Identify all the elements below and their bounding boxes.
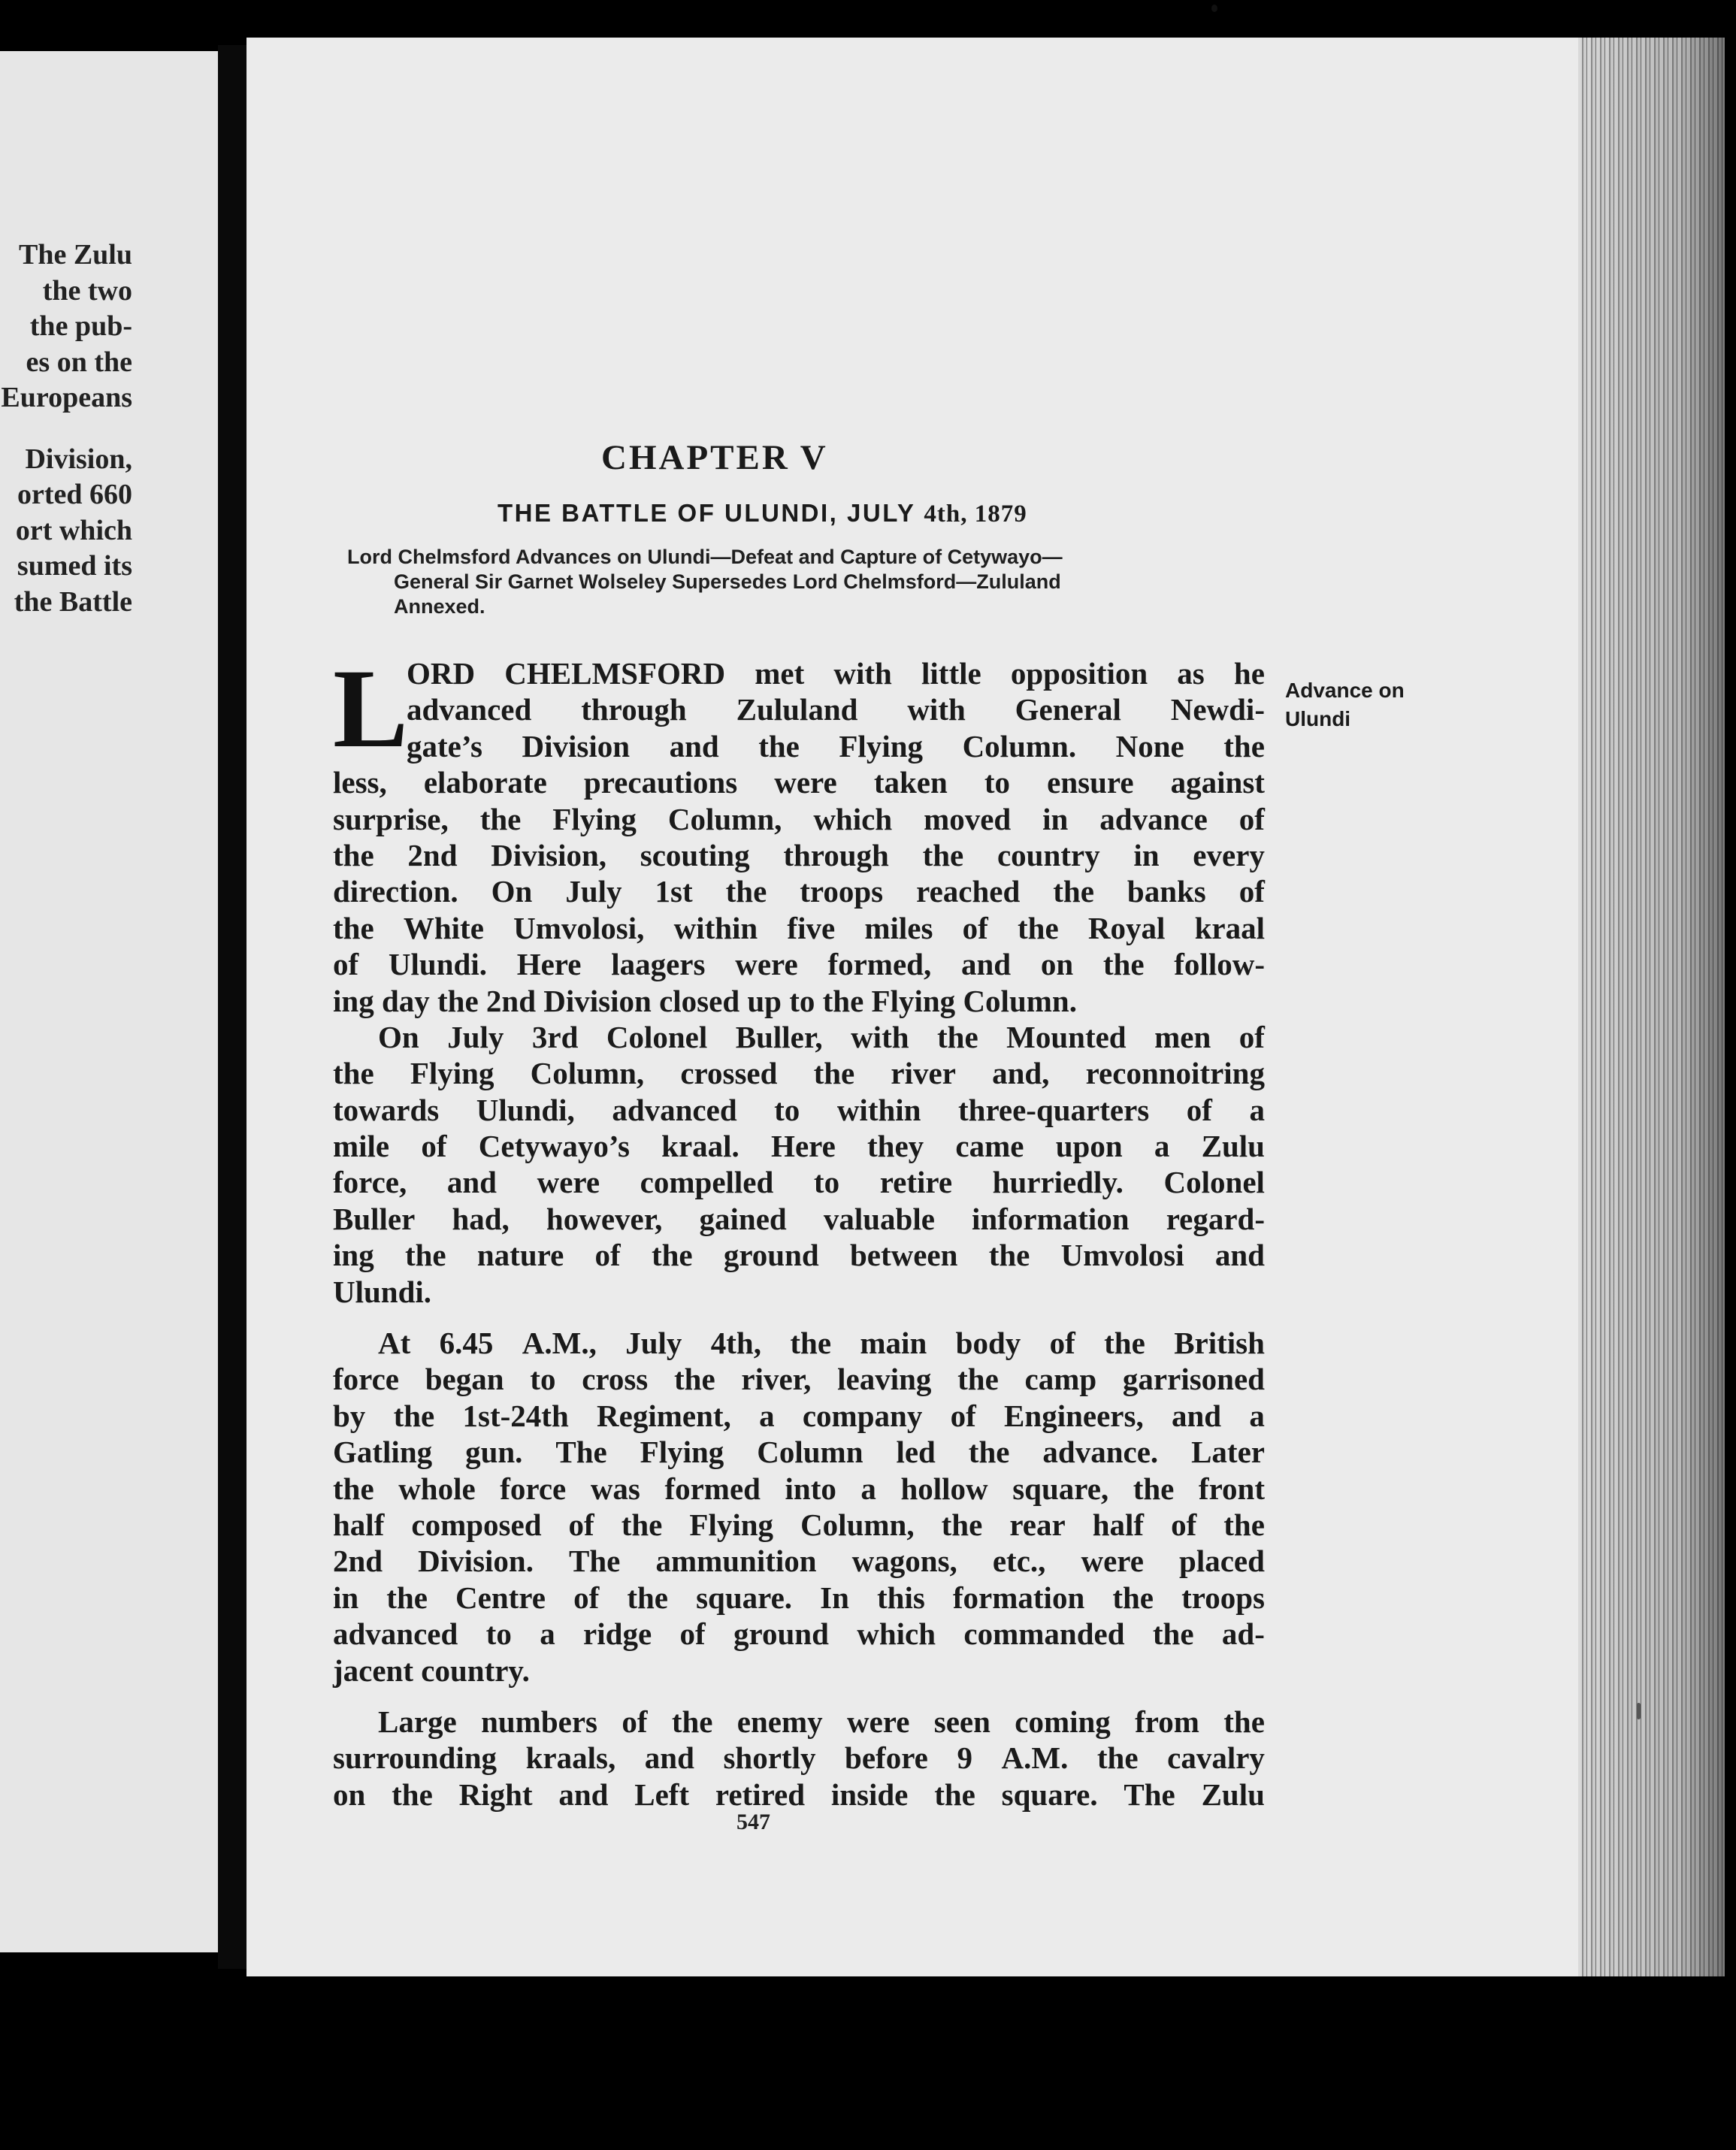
body-line: Ulundi.: [333, 1274, 432, 1309]
body-line: Buller had, however, gained valuable information regard-: [333, 1201, 1265, 1236]
body-line: half composed of the Flying Column, the rear half of the: [333, 1507, 1265, 1542]
body-line: On July 3rd Colonel Buller, with the Mounted men of: [378, 1019, 1265, 1054]
body-line: Gatling gun. The Flying Column led the advance. Later: [333, 1435, 1265, 1470]
chapter-subtitle-date: 4th, 1879: [924, 500, 1027, 528]
body-paragraph: [333, 1325, 1265, 1689]
chapter-title: CHAPTER V: [601, 438, 828, 477]
synopsis-line: Lord Chelmsford Advances on Ulundi—Defeat and Capture of Cetywayo—: [347, 546, 1063, 568]
margin-note-line: Ulundi: [1285, 707, 1351, 730]
body-line: by the 1st-24th Regiment, a company of Engineers, and a: [333, 1398, 1265, 1433]
body-line: mile of Cetywayo’s kraal. Here they came upon a Zulu: [333, 1129, 1265, 1164]
body-line: advanced to a ridge of ground which commanded the ad-: [333, 1616, 1265, 1652]
margin-note-line: Advance on: [1285, 679, 1405, 702]
chapter-synopsis: [347, 545, 1266, 619]
fragment-line: the two: [42, 274, 132, 307]
body-paragraph: [333, 655, 1265, 1019]
body-line: the whole force was formed into a hollow square, the front: [333, 1471, 1265, 1506]
chapter-subtitle: [498, 499, 1027, 528]
print-speck: [1637, 1703, 1641, 1719]
page-edge-shadow: [1578, 38, 1725, 1976]
body-line: ORD CHELMSFORD met with little opposition as he: [407, 656, 1265, 691]
body-line: advanced through Zululand with General Newdi-: [407, 692, 1265, 727]
body-paragraph: [333, 1704, 1265, 1813]
fragment-line: orted 660: [17, 479, 132, 510]
body-line: in the Centre of the square. In this formation the troops: [333, 1580, 1265, 1615]
body-line: force, and were compelled to retire hurriedly. Colonel: [333, 1165, 1265, 1200]
body-line: the 2nd Division, scouting through the country in every: [333, 837, 1265, 872]
body-line: surrounding kraals, and shortly before 9 A.M. the cavalry: [333, 1740, 1265, 1776]
chapter-body: [333, 646, 1265, 1813]
paragraph-gap: [333, 1310, 1265, 1325]
body-line: less, elaborate precautions were taken to ensure against: [333, 765, 1265, 800]
previous-page-text-fragments: [1, 237, 132, 620]
margin-note: [1285, 676, 1405, 733]
fragment-line: the Battle: [14, 585, 132, 618]
fragment-line: sumed its: [17, 550, 132, 582]
body-paragraph: [333, 1019, 1265, 1310]
drop-cap: L: [333, 646, 409, 771]
body-line: jacent country.: [333, 1653, 530, 1688]
body-line: the Flying Column, crossed the river and, reconnoitring: [333, 1056, 1265, 1091]
paragraph-gap: [333, 1689, 1265, 1704]
synopsis-line: Annexed.: [394, 595, 485, 618]
fragment-line: Division,: [25, 443, 132, 475]
body-line: the White Umvolosi, within five miles of the Royal kraal: [333, 910, 1265, 945]
body-line: of Ulundi. Here laagers were formed, and on the follow-: [333, 947, 1265, 982]
chapter-subtitle-main: THE BATTLE OF ULUNDI, JULY: [498, 499, 924, 527]
body-line: Large numbers of the enemy were seen coming from the: [378, 1704, 1265, 1739]
book-gutter: [218, 45, 246, 1969]
fragment-gap: [1, 416, 132, 442]
fragment-line: The Zulu: [18, 239, 132, 271]
fragment-line: es on the: [26, 346, 132, 378]
body-line: ing day the 2nd Division closed up to the Flying Column.: [333, 983, 1077, 1018]
synopsis-line: General Sir Garnet Wolseley Supersedes Lord Chelmsford—Zululand: [394, 570, 1061, 593]
body-line: force began to cross the river, leaving the camp garrisoned: [333, 1362, 1265, 1397]
fragment-line: the pub-: [29, 310, 132, 342]
fragment-line: ort which: [15, 514, 132, 546]
print-speck: [1211, 5, 1217, 12]
body-line: surprise, the Flying Column, which moved in advance of: [333, 801, 1265, 836]
body-line: At 6.45 A.M., July 4th, the main body of the British: [378, 1326, 1265, 1361]
body-line: on the Right and Left retired inside the square. The Zulu: [333, 1777, 1265, 1812]
body-line: towards Ulundi, advanced to within three-quarters of a: [333, 1092, 1265, 1127]
fragment-line: Europeans: [1, 382, 132, 413]
body-line: gate’s Division and the Flying Column. None the: [407, 728, 1265, 764]
previous-page: [0, 51, 218, 1952]
page-number: 547: [736, 1810, 770, 1834]
body-line: direction. On July 1st the troops reached the banks of: [333, 874, 1265, 909]
body-line: ing the nature of the ground between the Umvolosi and: [333, 1238, 1265, 1273]
body-line: 2nd Division. The ammunition wagons, etc., were placed: [333, 1544, 1265, 1579]
